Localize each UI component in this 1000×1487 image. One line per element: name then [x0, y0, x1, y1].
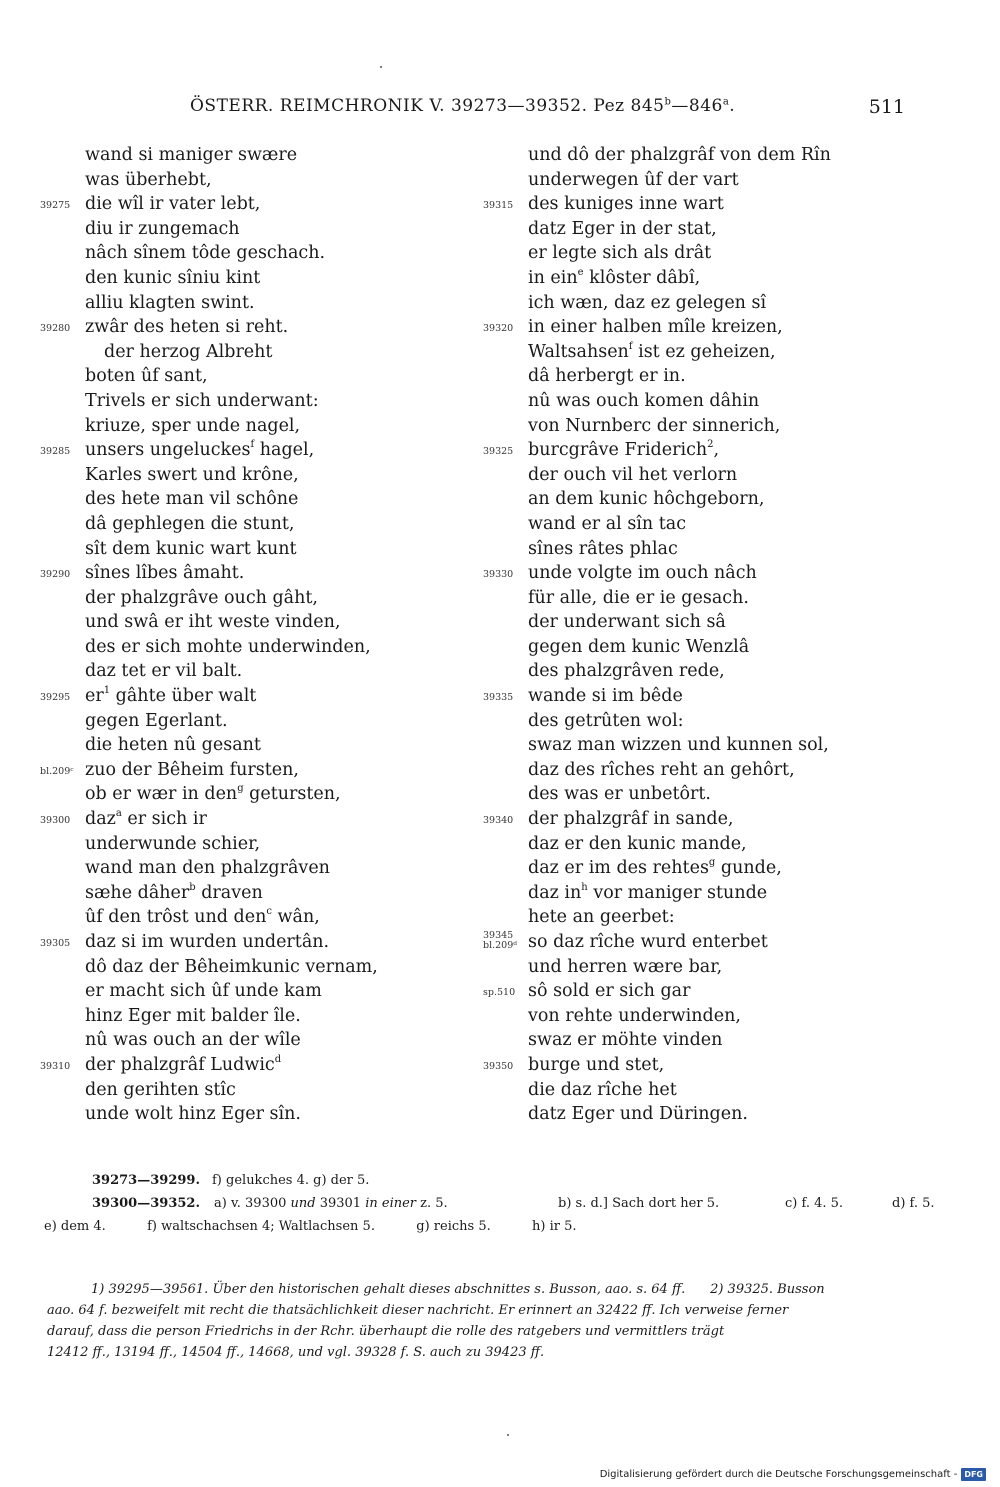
verse-line	[40, 684, 440, 709]
verse-text: daz er den kunic mande,	[528, 833, 747, 854]
variant-text: e) dem 4. f) waltschachsen 4; Waltlachsen 5. g) reichs 5. h) ir 5.	[44, 1219, 577, 1234]
verse-line	[40, 881, 440, 906]
verse-text: underwunde schier,	[85, 833, 261, 854]
footnote-line: darauf, dass die person Friedrichs in der Rchr. überhaupt die rolle des ratgebers und vermittlers trägt	[47, 1324, 725, 1339]
variant-row	[40, 1215, 905, 1238]
verse-line	[40, 979, 440, 1004]
verse-text: er legte sich als drât	[528, 243, 712, 264]
verse-line	[40, 389, 440, 414]
verse-text: gegen dem kunic Wenzlâ	[528, 636, 750, 657]
verse-line	[40, 635, 440, 660]
line-number: 39305	[40, 938, 71, 949]
verse-line	[483, 635, 883, 660]
line-number: 39335	[483, 692, 514, 704]
verse-text: dâ gephlegen die stunt,	[85, 513, 295, 534]
footnote-marker: f	[250, 439, 255, 451]
verse-text: der ouch vil het verlorn	[528, 464, 738, 485]
footnote-marker: e	[577, 266, 584, 278]
verse-line	[483, 586, 883, 611]
verse-line	[40, 1078, 440, 1103]
verse-line	[483, 832, 883, 857]
line-number: 39320	[483, 323, 514, 335]
verse-line	[483, 905, 883, 930]
verse-text: diu ir zungemach	[85, 218, 240, 239]
verse-line	[40, 905, 440, 930]
footnote-marker: b	[189, 881, 196, 893]
verse-line	[483, 1053, 883, 1078]
verse-line	[483, 438, 883, 463]
verse-line	[483, 512, 883, 537]
verse-text: die heten nû gesant	[85, 735, 261, 756]
footnote-marker: 2	[707, 439, 714, 451]
footnote-marker: h	[581, 881, 588, 893]
verse-text: nû was ouch komen dâhin	[528, 390, 760, 411]
verse-line	[40, 463, 440, 488]
variant-range: 39300—39352.	[92, 1196, 200, 1211]
line-number: 39330	[483, 569, 514, 581]
verse-text: zwâr des heten si reht.	[85, 317, 289, 338]
verse-text: dô daz der Bêheimkunic vernam,	[85, 956, 378, 977]
verse-line	[40, 758, 440, 783]
verse-text: zuo der Bêheim fursten,	[85, 759, 299, 780]
verse-line	[483, 217, 883, 242]
verse-text: dâ herbergt er in.	[528, 366, 686, 387]
verse-column-right	[483, 143, 883, 1127]
verse-line	[483, 364, 883, 389]
verse-line	[483, 168, 883, 193]
verse-text: hinz Eger mit balder île.	[85, 1005, 301, 1026]
verse-line	[40, 659, 440, 684]
verse-text: wand man den phalzgrâven	[85, 858, 330, 879]
verse-line	[483, 856, 883, 881]
verse-line	[40, 487, 440, 512]
verse-text: sît dem kunic wart kunt	[85, 538, 297, 559]
footnotes	[47, 1279, 905, 1363]
running-title: ÖSTERR. REIMCHRONIK V. 39273—39352. Pez 845$^b$—846$^a$.	[190, 96, 736, 116]
footnote-marker: g	[708, 857, 716, 869]
verse-line	[40, 241, 440, 266]
verse-text: und herren wære bar,	[528, 956, 723, 977]
verse-text: hete an geerbet:	[528, 907, 675, 928]
verse-text: nâch sînem tôde geschach.	[85, 243, 326, 264]
variant-text: a) v. 39300 und 39301 in einer z. 5.	[214, 1196, 448, 1211]
verse-text: underwegen ûf der vart	[528, 169, 739, 190]
verse-text: für alle, die er ie gesach.	[528, 587, 749, 608]
variant-text: f) gelukches 4. g) der 5.	[212, 1173, 370, 1188]
verse-line	[483, 807, 883, 832]
verse-text: der underwant sich sâ	[528, 612, 726, 633]
variant-range: 39273—39299.	[92, 1173, 200, 1188]
verse-line	[483, 340, 883, 365]
line-number: 39280	[40, 323, 71, 335]
verse-text: daz$^a$ er sich ir	[85, 808, 207, 830]
verse-line	[483, 610, 883, 635]
verse-text: der herzog Albreht	[104, 341, 273, 362]
verse-line	[40, 930, 440, 955]
verse-line	[483, 1004, 883, 1029]
verse-text: unsers ungeluckes$^f$ hagel,	[85, 439, 315, 461]
verse-line	[40, 291, 440, 316]
verse-text: daz er im des rehtes$^g$ gunde,	[528, 857, 782, 879]
verse-column-left	[40, 143, 440, 1127]
verse-text: daz $in^h$ vor maniger stunde	[528, 881, 768, 903]
verse-text: in einer halben mîle kreizen,	[528, 317, 783, 338]
verse-text: ob er wær in den$^g$ getursten,	[85, 783, 341, 805]
verse-line	[40, 807, 440, 832]
verse-line	[40, 168, 440, 193]
footnote-line: 1) 39295—39561. Über den historischen gehalt dieses abschnittes s. Busson, aao. s. 64 ff. 2) 39325. Busson	[91, 1282, 825, 1297]
verse-line	[483, 192, 883, 217]
verse-text: daz si im wurden undertân.	[85, 932, 330, 952]
verse-line	[40, 414, 440, 439]
verse-line	[40, 143, 440, 168]
verse-text: wand er al sîn tac	[528, 513, 687, 534]
verse-line	[40, 512, 440, 537]
verse-line	[40, 832, 440, 857]
verse-text: sô sold er sich gar	[528, 981, 691, 1002]
line-number: 39285	[40, 446, 71, 458]
verse-text: der phalzgrâf in sande,	[528, 809, 734, 830]
verse-line	[483, 1078, 883, 1103]
verse-line	[483, 684, 883, 709]
variant-row	[40, 1192, 935, 1215]
verse-text: der phalzgrâve ouch gâht,	[85, 587, 318, 608]
verse-text: er macht sich ûf unde kam	[85, 981, 322, 1002]
verse-text: von Nurnberc der sinnerich,	[528, 415, 781, 436]
verse-line	[483, 1102, 883, 1127]
verse-line	[40, 266, 440, 291]
verse-line	[40, 1102, 440, 1127]
line-number: 39275	[40, 200, 71, 212]
verse-line	[483, 561, 883, 586]
verse-line	[40, 1004, 440, 1029]
verse-text: unde volgte im ouch nâch	[528, 563, 757, 584]
verse-line	[483, 659, 883, 684]
verse-text: kriuze, sper unde nagel,	[85, 415, 301, 436]
verse-text: ûf den trôst und den$^c$ wân,	[85, 906, 320, 928]
footnote-marker: c	[266, 906, 272, 918]
verse-text: die daz rîche het	[528, 1079, 677, 1100]
verse-line	[40, 561, 440, 586]
verse-text: alliu klagten swint.	[85, 292, 255, 313]
footnote-marker: f	[628, 340, 633, 352]
verse-line	[40, 1028, 440, 1053]
verse-line	[483, 143, 883, 168]
scan-speck	[507, 1434, 509, 1436]
verse-line	[483, 955, 883, 980]
verse-text: sæhe dâher$^b$ draven	[85, 881, 263, 903]
verse-line	[40, 340, 440, 365]
verse-line	[483, 537, 883, 562]
verse-line	[483, 979, 883, 1004]
verse-line	[483, 291, 883, 316]
verse-text: von rehte underwinden,	[528, 1005, 741, 1026]
verse-line	[40, 733, 440, 758]
footnote-marker: 1	[103, 685, 111, 697]
digitization-footer	[600, 1468, 986, 1481]
verse-line	[483, 1028, 883, 1053]
line-number: 39340	[483, 815, 514, 827]
footnote-marker: g	[237, 783, 244, 795]
verse-text: nû was ouch an der wîle	[85, 1030, 301, 1051]
line-number: 39325	[483, 446, 514, 458]
verse-text: gegen Egerlant.	[85, 710, 228, 731]
verse-text: sînes râtes phlac	[528, 538, 678, 559]
variant-text: d) f. 5.	[892, 1196, 935, 1211]
verse-text: und dô der phalzgrâf von dem Rîn	[528, 145, 831, 165]
line-number: 39345 bl.209ᵈ	[483, 930, 518, 951]
verse-text: ich wæn, daz ez gelegen sî	[528, 292, 767, 313]
verse-text: daz tet er vil balt.	[85, 661, 243, 682]
verse-line	[40, 709, 440, 734]
verse-text: burge und stet,	[528, 1054, 665, 1075]
footnote-marker: d	[274, 1053, 282, 1065]
verse-line	[40, 782, 440, 807]
verse-line	[40, 586, 440, 611]
verse-text: swaz er möhte vinden	[528, 1030, 723, 1051]
verse-text: $er^1$ gâhte über walt	[85, 685, 257, 707]
verse-line	[40, 856, 440, 881]
verse-text: den kunic sîniu kint	[85, 267, 261, 288]
verse-text: wande si im bêde	[528, 686, 683, 707]
verse-text: sînes lîbes âmaht.	[85, 563, 245, 584]
verse-text: unde wolt hinz Eger sîn.	[85, 1104, 301, 1125]
verse-text: an dem kunic hôchgeborn,	[528, 489, 765, 510]
verse-line	[483, 463, 883, 488]
verse-text: boten ûf sant,	[85, 366, 208, 387]
verse-text: des phalzgrâven rede,	[528, 661, 725, 682]
verse-text: den gerihten stîc	[85, 1079, 236, 1100]
verse-text: des hete man vil schône	[85, 489, 299, 510]
verse-text: burcgrâve Friderich$^2$,	[528, 439, 720, 461]
verse-line	[40, 955, 440, 980]
footnote-marker: a	[115, 808, 122, 820]
verse-text: und swâ er iht weste vinden,	[85, 612, 341, 633]
verse-line	[40, 1053, 440, 1078]
verse-line	[483, 930, 883, 955]
verse-line	[483, 266, 883, 291]
verse-text: die wîl ir vater lebt,	[85, 194, 261, 215]
verse-line	[483, 487, 883, 512]
verse-text: datz Eger in der stat,	[528, 218, 717, 239]
verse-text: Karles swert und krône,	[85, 464, 299, 485]
verse-text: Trivels er sich underwant:	[85, 390, 319, 411]
variant-text: b) s. d.] Sach dort her 5.	[558, 1196, 720, 1211]
verse-text: so daz rîche wurd enterbet	[528, 932, 768, 952]
verse-text: Waltsahsen$^f$ ist ez geheizen,	[528, 340, 776, 362]
verse-text: wand si maniger swære	[85, 145, 298, 165]
line-number: bl.209ᶜ	[40, 765, 74, 777]
variant-row	[40, 1169, 905, 1192]
page-header	[80, 96, 905, 122]
verse-line	[483, 782, 883, 807]
footnote-line: 12412 ff., 13194 ff., 14504 ff., 14668, und vgl. 39328 f. S. auch zu 39423 ff.	[47, 1345, 545, 1360]
verse-line	[40, 537, 440, 562]
verse-text: des kuniges inne wart	[528, 194, 724, 215]
verse-text: swaz man wizzen und kunnen sol,	[528, 735, 829, 756]
dfg-logo: DFG	[961, 1468, 986, 1481]
variant-apparatus	[40, 1169, 935, 1238]
verse-line	[40, 610, 440, 635]
verse-text: des getrûten wol:	[528, 710, 684, 731]
verse-line	[40, 192, 440, 217]
verse-text: was überhebt,	[85, 169, 212, 190]
line-number: 39290	[40, 569, 71, 581]
verse-line	[40, 217, 440, 242]
verse-line	[483, 389, 883, 414]
variant-text: c) f. 4. 5.	[785, 1196, 844, 1211]
verse-line	[483, 315, 883, 340]
verse-text: daz des rîches reht an gehôrt,	[528, 759, 795, 780]
line-number: 39315	[483, 200, 514, 212]
line-number: 39310	[40, 1060, 71, 1072]
verse-line	[483, 709, 883, 734]
verse-text: der phalzgrâf Ludwic$^d$	[85, 1053, 282, 1075]
line-number: sp.510	[483, 987, 516, 999]
verse-line	[483, 733, 883, 758]
line-number: 39300	[40, 815, 71, 827]
verse-line	[483, 414, 883, 439]
footer-text: Digitalisierung gefördert durch die Deutsche Forschungsgemeinschaft -	[599, 1469, 958, 1480]
footnote-line: aao. 64 f. bezweifelt mit recht die thatsächlichkeit dieser nachricht. Er erinnert an 32422 ff. Ich verweise ferner	[47, 1303, 789, 1318]
verse-text: datz Eger und Düringen.	[528, 1104, 748, 1125]
page-number: 511	[868, 96, 905, 118]
verse-line	[483, 758, 883, 783]
scan-speck	[380, 66, 382, 68]
verse-line	[40, 364, 440, 389]
line-number: 39350	[483, 1060, 514, 1072]
line-number: 39295	[40, 692, 71, 704]
verse-text: des was er unbetôrt.	[528, 784, 711, 805]
verse-line	[40, 438, 440, 463]
verse-line	[483, 241, 883, 266]
verse-line	[483, 881, 883, 906]
verse-line	[40, 315, 440, 340]
verse-text: des er sich mohte underwinden,	[85, 636, 371, 657]
verse-text: in ein$^e$ klôster dâbî,	[528, 266, 701, 288]
